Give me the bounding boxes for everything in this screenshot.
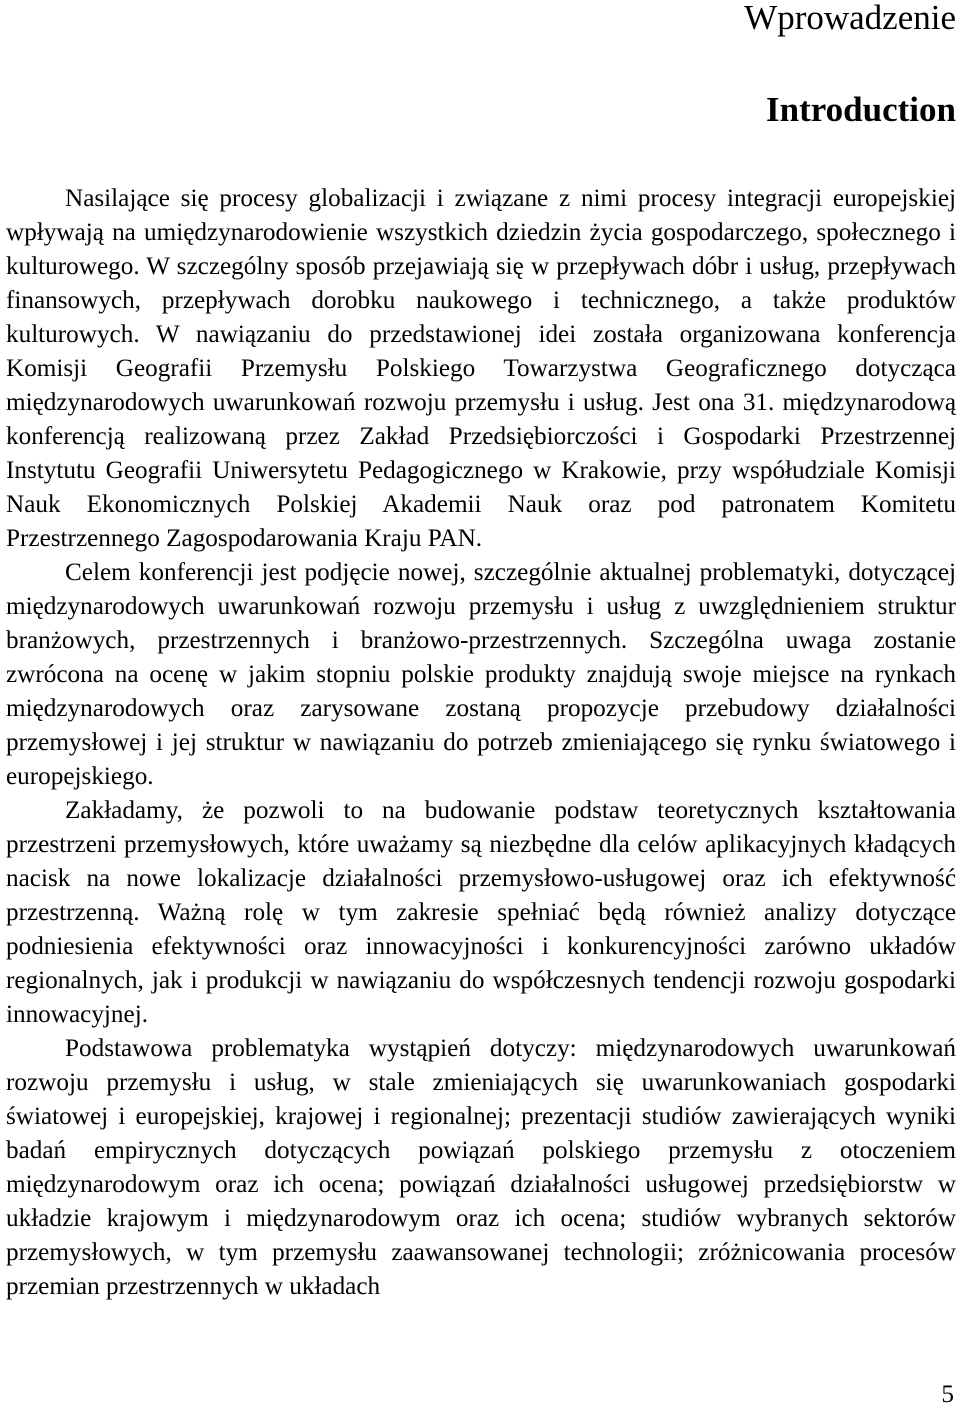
paragraph-1: Nasilające się procesy globalizacji i związane z nimi procesy integracji europejskiej wpływają na umiędzynarodowienie wszystkich dziedzin życia gospodarczego, społecznego i kulturowego. W szczególny sposób przejawiają się w przepływach dóbr i usług, przepływach finansowych, przepływach dorobku naukowego i technicznego, a także produktów kulturowych. W nawiązaniu do przedstawionej idei została organizowana konferencja Komisji Geografii Przemysłu Polskiego Towarzystwa Geograficznego dotycząca międzynarodowych uwarunkowań rozwoju przemysłu i usług. Jest ona 31. międzynarodową konferencją realizowaną przez Zakład Przedsiębiorczości i Gospodarki Przestrzennej Instytutu Geografii Uniwersytetu Pedagogicznego w Krakowie, przy współudziale Komisji Nauk Ekonomicznych Polskiej Akademii Nauk oraz pod patronatem Komitetu Przestrzennego Zagospodarowania Kraju PAN. bbox=[6, 185, 956, 552]
page-number: 5 bbox=[941, 1381, 954, 1408]
paragraph-3: Zakładamy, że pozwoli to na budowanie podstaw teoretycznych kształtowania przestrzeni przemysłowych, które uważamy są niezbędne dla celów aplikacyjnych kładących nacisk na nowe lokalizacje działalności przemysłowo-usługowej oraz ich efektywność przestrzenną. Ważną rolę w tym zakresie spełniać będą również analizy dotyczące podniesienia efektywności oraz innowacyjności i konkurencyjności zarówno układów regionalnych, jak i produkcji w nawiązaniu do współczesnych tendencji rozwoju gospodarki innowacyjnej. bbox=[6, 797, 956, 1028]
heading-polish: Wprowadzenie bbox=[744, 0, 956, 37]
heading-english: Introduction bbox=[766, 90, 956, 129]
paragraph-4: Podstawowa problematyka wystąpień dotyczy: międzynarodowych uwarunkowań rozwoju przemysłu i usług, w stale zmieniających się uwarunkowaniach gospodarki światowej i europejskiej, krajowej i regionalnej; prezentacji studiów zawierających wyniki badań empirycznych dotyczących powiązań polskiego przemysłu z otoczeniem międzynarodowym oraz ich ocena; powiązań działalności usługowej przedsiębiorstw w układzie krajowym i międzynarodowym oraz ich ocena; studiów wybranych sektorów przemysłowych, w tym przemysłu zaawansowanej technologii; zróżnicowania procesów przemian przestrzennych w układach bbox=[6, 1035, 956, 1300]
body-text bbox=[6, 182, 956, 1304]
paragraph-2: Celem konferencji jest podjęcie nowej, szczególnie aktualnej problematyki, dotyczącej międzynarodowych uwarunkowań rozwoju przemysłu i usług z uwzględnieniem struktur branżowych, przestrzennych i branżowo-przestrzennych. Szczególna uwaga zostanie zwrócona na ocenę w jakim stopniu polskie produkty znajdują swoje miejsce na rynkach międzynarodowych oraz zarysowane zostaną propozycje przebudowy działalności przemysłowej i jej struktur w nawiązaniu do potrzeb zmieniającego się rynku światowego i europejskiego. bbox=[6, 559, 956, 790]
